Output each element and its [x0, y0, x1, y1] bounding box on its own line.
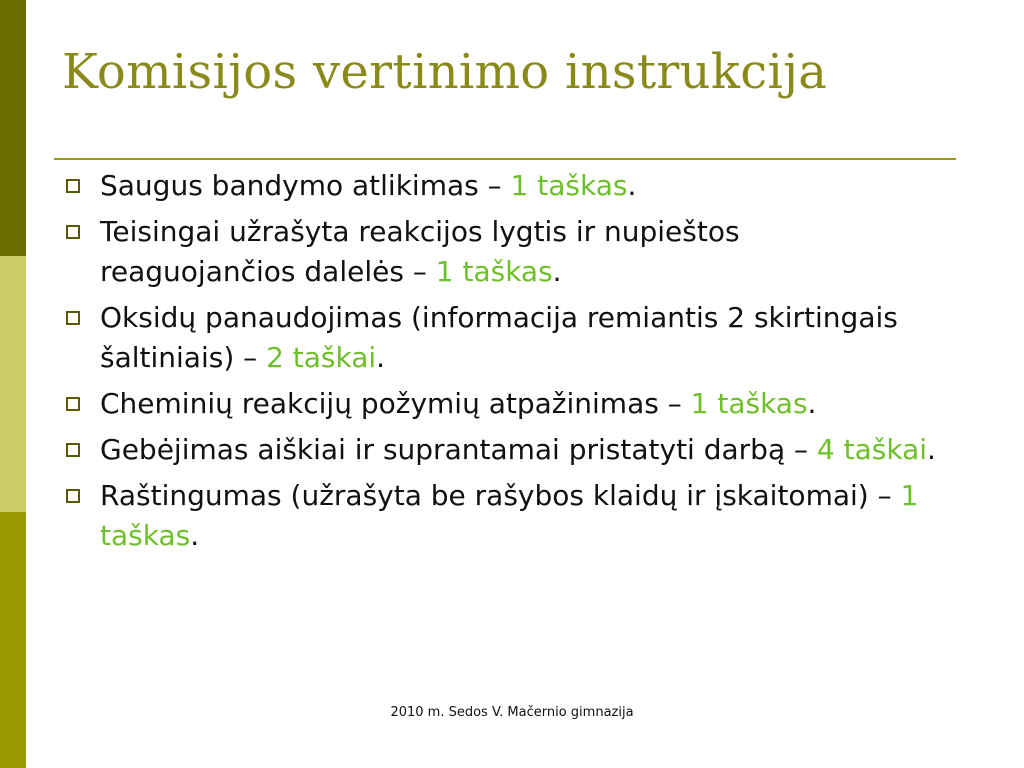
slide-footer: 2010 m. Sedos V. Mačernio gimnazija — [390, 705, 634, 720]
bullet-item — [62, 476, 942, 556]
bullet-item — [62, 166, 942, 206]
bullet-text: Oksidų panaudojimas (informacija remiantis 2 skirtingais šaltiniais) – — [100, 301, 898, 374]
square-bullet-icon — [66, 311, 80, 325]
bullet-text: Raštingumas (užrašyta be rašybos klaidų ir įskaitomai) – — [100, 479, 901, 512]
sidebar-segment-middle — [0, 256, 26, 512]
bullet-text: Cheminių reakcijų požymių atpažinimas – — [100, 387, 691, 420]
bullet-item — [62, 298, 942, 378]
bullet-points: 2 taškai — [266, 341, 377, 374]
title-divider — [54, 158, 956, 160]
bullet-end: . — [190, 519, 200, 552]
square-bullet-icon — [66, 179, 80, 193]
bullet-points: 1 taškas — [690, 387, 808, 420]
bullet-points: 1 taškas — [100, 479, 919, 552]
bullet-text: Saugus bandymo atlikimas – — [100, 169, 511, 202]
square-bullet-icon — [66, 225, 80, 239]
bullet-points: 4 taškai — [816, 433, 928, 466]
bullet-text: Teisingai užrašyta reakcijos lygtis ir nupieštos reaguojančios dalelės – — [100, 215, 740, 288]
sidebar-segment-bottom — [0, 512, 26, 768]
sidebar-segment-top — [0, 0, 26, 256]
bullet-end: . — [552, 255, 562, 288]
bullet-end: . — [376, 341, 386, 374]
bullet-item — [62, 212, 942, 292]
bullet-text: Gebėjimas aiškiai ir suprantamai pristatyti darbą – — [100, 433, 817, 466]
bullet-points: 1 taškas — [510, 169, 628, 202]
bullet-points: 1 taškas — [435, 255, 553, 288]
slide-title: Komisijos vertinimo instrukcija — [62, 44, 828, 100]
square-bullet-icon — [66, 489, 80, 503]
bullet-end: . — [807, 387, 817, 420]
square-bullet-icon — [66, 397, 80, 411]
bullet-list — [62, 166, 942, 562]
square-bullet-icon — [66, 443, 80, 457]
bullet-end: . — [927, 433, 936, 466]
bullet-item — [62, 430, 942, 470]
bullet-item — [62, 384, 942, 424]
bullet-end: . — [627, 169, 637, 202]
